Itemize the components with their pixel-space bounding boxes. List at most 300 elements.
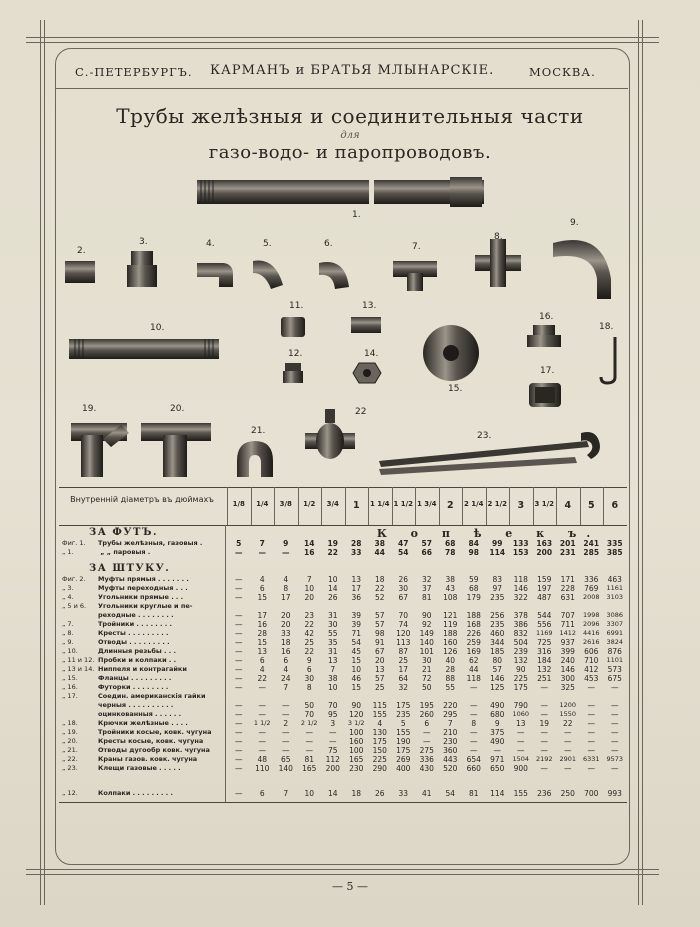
row-name: Крючки желѣзные . . . . <box>98 719 188 727</box>
price-cell: 235 <box>490 620 505 629</box>
price-cell: — <box>540 710 548 719</box>
price-cell: 44 <box>468 665 479 674</box>
price-cell: 6 <box>424 719 430 728</box>
label-divider <box>225 525 226 802</box>
row-name: Муфты переходныя . . . <box>98 584 188 592</box>
tee-fig7 <box>393 261 437 291</box>
price-cell: 1504 <box>512 755 530 763</box>
price-cell: — <box>258 710 266 719</box>
price-cell: — <box>470 683 478 692</box>
price-cell: 386 <box>513 620 528 629</box>
price-cell: — <box>587 683 595 692</box>
price-cell: 7 <box>283 789 289 798</box>
row-fig: „ 1. <box>62 548 74 556</box>
row-fig: „ 5 и 6. <box>62 602 87 610</box>
price-cell: 378 <box>513 611 528 620</box>
price-cell: 119 <box>443 620 458 629</box>
price-cell: 55 <box>445 683 456 692</box>
price-cell: 99 <box>492 539 503 548</box>
fig-label-10: 10. <box>150 323 165 333</box>
row-name: черныя . . . . . . . . . . <box>98 701 174 709</box>
price-cell: 769 <box>584 584 599 593</box>
price-cell: 15 <box>257 638 268 647</box>
price-cell: — <box>540 683 548 692</box>
price-cell: 16 <box>304 548 315 557</box>
price-cell: 165 <box>302 764 317 773</box>
price-cell: — <box>517 737 525 746</box>
elbow-fig4 <box>197 263 233 287</box>
price-cell: 1412 <box>559 629 577 637</box>
price-cell: — <box>329 728 337 737</box>
price-cell: — <box>258 737 266 746</box>
price-cell: 2901 <box>559 755 577 763</box>
price-cell: 120 <box>349 710 364 719</box>
price-cell: 17 <box>280 593 291 602</box>
price-cell: 10 <box>304 789 315 798</box>
column-divider <box>603 487 604 525</box>
price-cell: 50 <box>421 683 432 692</box>
row-label <box>62 746 210 754</box>
price-cell: 7 <box>306 575 312 584</box>
table-top-rule <box>59 487 627 488</box>
price-cell: — <box>235 647 243 656</box>
price-cell: — <box>611 701 619 710</box>
page-title: Трубы желѣзныя и соединительныя части <box>116 104 584 128</box>
price-cell: — <box>587 737 595 746</box>
price-cell: 150 <box>372 746 387 755</box>
price-cell: 74 <box>398 620 409 629</box>
price-cell: 24 <box>280 674 291 683</box>
price-cell: — <box>235 789 243 798</box>
flange-fig15 <box>423 325 479 381</box>
price-cell: 6331 <box>582 755 600 763</box>
price-cell: — <box>540 737 548 746</box>
column-header: 1/2 <box>303 500 316 508</box>
price-cell: 2096 <box>582 620 600 628</box>
plug-fig12 <box>283 363 303 383</box>
price-cell: 92 <box>421 620 432 629</box>
price-cell: 54 <box>398 548 409 557</box>
hook-fig18 <box>601 337 615 383</box>
price-cell: 6991 <box>606 629 624 637</box>
price-cell: 125 <box>490 683 505 692</box>
price-cell: 98 <box>468 548 479 557</box>
price-cell: 4 <box>283 665 289 674</box>
column-header: 4 <box>564 500 572 511</box>
row-fig: „ 13 и 14. <box>62 665 95 673</box>
price-cell: 20 <box>374 656 385 665</box>
price-cell: 38 <box>374 539 385 548</box>
price-cell: 295 <box>443 710 458 719</box>
top-rule <box>26 37 659 38</box>
price-cell: 40 <box>445 656 456 665</box>
price-cell: 163 <box>536 539 553 548</box>
row-name: Ниппеля и контрагайки <box>98 665 187 673</box>
price-cell: 32 <box>421 575 432 584</box>
column-divider <box>462 487 463 525</box>
price-cell: 650 <box>490 764 505 773</box>
price-cell: — <box>329 737 337 746</box>
price-cell: 19 <box>327 539 338 548</box>
price-cell: 490 <box>490 701 505 710</box>
price-cell: 108 <box>443 593 458 602</box>
price-cell: 463 <box>607 575 622 584</box>
price-cell: 13 <box>327 656 338 665</box>
column-divider <box>227 487 228 525</box>
row-fig: „ 18. <box>62 719 78 727</box>
price-cell: 660 <box>466 764 481 773</box>
price-cell: — <box>235 755 243 764</box>
price-cell: 33 <box>398 789 409 798</box>
column-header: 3/4 <box>326 500 339 508</box>
fig-label-11: 11. <box>289 301 304 311</box>
price-cell: 2 1/2 <box>300 719 318 727</box>
price-cell: — <box>282 728 290 737</box>
price-cell: 9 <box>494 719 500 728</box>
row-name: реходные . . . . . . . . <box>98 611 174 619</box>
price-cell: 39 <box>351 611 362 620</box>
price-cell: 155 <box>396 728 411 737</box>
row-label <box>62 575 189 583</box>
price-cell: 195 <box>419 701 434 710</box>
price-cell: — <box>258 548 266 557</box>
price-cell: 38 <box>327 674 338 683</box>
price-cell: 20 <box>304 593 315 602</box>
row-label <box>62 665 187 673</box>
price-cell: 490 <box>490 737 505 746</box>
cap-fig11 <box>281 317 305 337</box>
price-cell: 231 <box>559 548 576 557</box>
title-connector: для <box>340 130 360 141</box>
column-header: 2 1/2 <box>487 500 508 508</box>
row-fig: „ 23. <box>62 764 78 772</box>
price-cell: 39 <box>351 620 362 629</box>
price-cell: — <box>611 728 619 737</box>
row-name: Кресты . . . . . . . . . <box>98 629 169 637</box>
price-cell: 97 <box>492 584 503 593</box>
column-divider <box>415 487 416 525</box>
price-cell: 68 <box>445 539 456 548</box>
price-cell: 185 <box>490 647 505 656</box>
price-cell: 8 <box>306 683 312 692</box>
price-cell: 876 <box>607 647 622 656</box>
price-cell: 230 <box>443 737 458 746</box>
price-cell: 14 <box>327 584 338 593</box>
price-cell: 14 <box>304 539 315 548</box>
price-cell: 236 <box>537 789 552 798</box>
price-cell: 631 <box>560 593 575 602</box>
price-cell: 336 <box>584 575 599 584</box>
price-cell: 22 <box>374 584 385 593</box>
price-cell: — <box>258 746 266 755</box>
row-name: Клещи газовые . . . . . <box>98 764 181 772</box>
price-cell: 112 <box>325 755 340 764</box>
fig-label-14: 14. <box>364 349 379 359</box>
price-cell: — <box>423 737 431 746</box>
price-cell: 22 <box>257 674 268 683</box>
price-cell: 68 <box>468 584 479 593</box>
price-cell: 91 <box>374 638 385 647</box>
price-cell: 110 <box>255 764 270 773</box>
price-cell: 28 <box>257 629 268 638</box>
price-cell: 4416 <box>582 629 600 637</box>
price-cell: 241 <box>583 539 600 548</box>
price-cell: 225 <box>372 755 387 764</box>
price-cell: 1998 <box>582 611 600 619</box>
price-cell: 90 <box>421 611 432 620</box>
price-cell: 201 <box>559 539 576 548</box>
fittings-illustration <box>55 165 628 485</box>
price-cell: — <box>282 548 290 557</box>
price-cell: 6 <box>259 656 265 665</box>
price-cell: 25 <box>374 683 385 692</box>
row-label <box>62 602 192 610</box>
price-cell: — <box>470 701 478 710</box>
column-header: 3/8 <box>279 500 292 508</box>
price-cell: 175 <box>396 701 411 710</box>
price-cell: — <box>235 620 243 629</box>
price-cell: — <box>517 728 525 737</box>
price-cell: 160 <box>349 737 364 746</box>
price-cell: 210 <box>443 728 458 737</box>
price-cell: — <box>470 746 478 755</box>
price-cell: — <box>282 737 290 746</box>
column-header: 2 <box>446 500 454 511</box>
price-cell: 88 <box>445 674 456 683</box>
row-fig: „ 10. <box>62 647 78 655</box>
row-fig: „ 15. <box>62 674 78 682</box>
reducer-fig3 <box>127 251 157 287</box>
price-cell: — <box>611 746 619 755</box>
row-name: Колпаки . . . . . . . . . <box>98 789 173 797</box>
price-cell: — <box>305 746 313 755</box>
price-cell: 290 <box>372 764 387 773</box>
price-cell: 7 <box>447 719 453 728</box>
row-fig: „ 12. <box>62 789 78 797</box>
price-cell: — <box>587 719 595 728</box>
price-cell: 4 <box>377 719 383 728</box>
price-cell: 155 <box>372 710 387 719</box>
price-cell: 443 <box>443 755 458 764</box>
column-divider <box>533 487 534 525</box>
pipe-fig1 <box>197 177 484 207</box>
price-cell: — <box>611 719 619 728</box>
long-thread-fig10 <box>69 339 219 359</box>
price-cell: 344 <box>490 638 505 647</box>
price-cell: — <box>258 701 266 710</box>
price-cell: 900 <box>513 764 528 773</box>
price-cell: 239 <box>513 647 528 656</box>
row-fig: Фиг. 1. <box>62 539 86 547</box>
price-cell: 66 <box>421 548 432 557</box>
price-cell: 30 <box>398 584 409 593</box>
header-rule <box>55 88 628 89</box>
price-cell: — <box>611 710 619 719</box>
section-per-piece: ЗА ШТУКУ. <box>89 563 171 574</box>
price-cell: 556 <box>537 620 552 629</box>
price-cell: — <box>235 674 243 683</box>
price-cell: 65 <box>280 755 291 764</box>
price-cell: 16 <box>257 620 268 629</box>
price-cell: — <box>235 656 243 665</box>
fig-label-23: 23. <box>477 431 492 441</box>
price-cell: 2008 <box>582 593 600 601</box>
price-cell: 3307 <box>606 620 624 628</box>
price-cell: 832 <box>513 629 528 638</box>
price-cell: 22 <box>327 548 338 557</box>
price-cell: 54 <box>351 638 362 647</box>
price-cell: 37 <box>421 584 432 593</box>
price-cell: 3103 <box>606 593 624 601</box>
price-cell: 84 <box>468 539 479 548</box>
price-cell: 168 <box>466 620 481 629</box>
price-cell: 15 <box>351 683 362 692</box>
price-cell: 487 <box>537 593 552 602</box>
price-cell: — <box>587 746 595 755</box>
price-cell: 18 <box>280 638 291 647</box>
price-cell: 200 <box>536 548 553 557</box>
column-header: 1/8 <box>232 500 245 508</box>
price-cell: — <box>540 728 548 737</box>
row-name: Тройники косые, ковк. чугуна <box>98 728 212 736</box>
price-cell: 2616 <box>582 638 600 646</box>
price-cell: — <box>258 728 266 737</box>
price-cell: 3824 <box>606 638 624 646</box>
price-cell: 44 <box>374 548 385 557</box>
price-cell: 100 <box>349 728 364 737</box>
price-cell: 220 <box>443 701 458 710</box>
fig-label-22: 22 <box>355 407 367 417</box>
price-cell: 130 <box>372 728 387 737</box>
oblique-cross-fig20 <box>141 423 211 477</box>
price-cell: — <box>540 764 548 773</box>
price-cell: 38 <box>445 575 456 584</box>
price-cell: 13 <box>374 665 385 674</box>
row-label <box>62 737 203 745</box>
row-name: Пробки и колпаки . . <box>98 656 177 664</box>
price-cell: 22 <box>304 647 315 656</box>
price-cell: — <box>258 683 266 692</box>
price-cell: 430 <box>419 764 434 773</box>
price-cell: 114 <box>490 789 505 798</box>
price-cell: 4 <box>283 575 289 584</box>
page-header <box>55 62 628 82</box>
round-elbow-fig5 <box>253 261 283 290</box>
price-cell: 62 <box>468 656 479 665</box>
column-divider <box>556 487 557 525</box>
row-label <box>62 638 170 646</box>
price-cell: — <box>587 710 595 719</box>
bottom-rule-inner <box>26 874 659 875</box>
price-cell: — <box>235 584 243 593</box>
fig-label-9: 9. <box>570 218 579 228</box>
row-fig: „ 7. <box>62 620 74 628</box>
row-name: Соедин. американскія гайки <box>98 692 206 700</box>
price-cell: 188 <box>466 611 481 620</box>
price-cell: 175 <box>513 683 528 692</box>
price-cell: 171 <box>560 575 575 584</box>
price-cell: 13 <box>351 575 362 584</box>
row-fig: „ 4. <box>62 593 74 601</box>
column-header: 1 1/4 <box>369 500 390 508</box>
price-cell: 13 <box>257 647 268 656</box>
price-cell: 335 <box>606 539 623 548</box>
price-cell: 9 <box>306 656 312 665</box>
price-cell: 47 <box>398 539 409 548</box>
row-name: оцинкованныя . . . . . . <box>98 710 182 718</box>
column-header: 1/4 <box>256 500 269 508</box>
price-cell: 240 <box>560 656 575 665</box>
price-cell: 700 <box>584 789 599 798</box>
price-cell: — <box>611 737 619 746</box>
locknut-fig14 <box>353 363 381 383</box>
price-cell: 225 <box>513 674 528 683</box>
price-cell: 71 <box>351 629 362 638</box>
price-cell: 165 <box>349 755 364 764</box>
price-cell: 67 <box>398 593 409 602</box>
round-elbow-fig6 <box>319 262 349 289</box>
price-cell: 725 <box>537 638 552 647</box>
price-cell: 20 <box>280 620 291 629</box>
price-cell: 20 <box>280 611 291 620</box>
price-cell: 30 <box>327 620 338 629</box>
top-rule-inner <box>26 42 659 43</box>
price-cell: — <box>587 728 595 737</box>
price-cell: 1060 <box>512 710 530 718</box>
nipple-fig13 <box>351 317 381 333</box>
price-cell: — <box>517 746 525 755</box>
price-cell: 14 <box>327 789 338 798</box>
row-label <box>62 728 211 736</box>
price-cell: — <box>235 575 243 584</box>
price-cell: 133 <box>512 539 529 548</box>
price-cell: 2192 <box>535 755 553 763</box>
price-cell: 937 <box>560 638 575 647</box>
price-cell: 45 <box>351 647 362 656</box>
row-name: Футорки . . . . . . . . <box>98 683 169 691</box>
price-cell: 169 <box>466 647 481 656</box>
price-cell: 17 <box>257 611 268 620</box>
row-fig: „ 9. <box>62 638 74 646</box>
price-cell: — <box>282 746 290 755</box>
price-cell: 132 <box>513 656 528 665</box>
price-cell: — <box>235 593 243 602</box>
row-label <box>62 629 168 637</box>
price-cell: 790 <box>513 701 528 710</box>
section-per-foot: ЗА ФУТЪ. <box>89 527 158 538</box>
price-cell: 5 <box>236 539 242 548</box>
price-cell: 4 <box>259 665 265 674</box>
price-cell: 64 <box>398 674 409 683</box>
price-cell: 75 <box>327 746 338 755</box>
row-label <box>62 539 202 547</box>
price-cell: 67 <box>374 647 385 656</box>
price-cell: — <box>235 746 243 755</box>
price-cell: 17 <box>351 584 362 593</box>
price-cell: — <box>470 710 478 719</box>
price-cell: 160 <box>443 638 458 647</box>
row-label <box>62 548 150 556</box>
price-cell: 41 <box>421 789 432 798</box>
price-cell: 25 <box>304 638 315 647</box>
row-label <box>62 620 172 628</box>
column-divider <box>439 487 440 525</box>
row-name: Муфты прямыя . . . . . . . <box>98 575 189 583</box>
price-cell: 300 <box>560 674 575 683</box>
price-cell: 28 <box>445 665 456 674</box>
price-cell: 1 1/2 <box>253 719 271 727</box>
price-cell: 21 <box>421 665 432 674</box>
